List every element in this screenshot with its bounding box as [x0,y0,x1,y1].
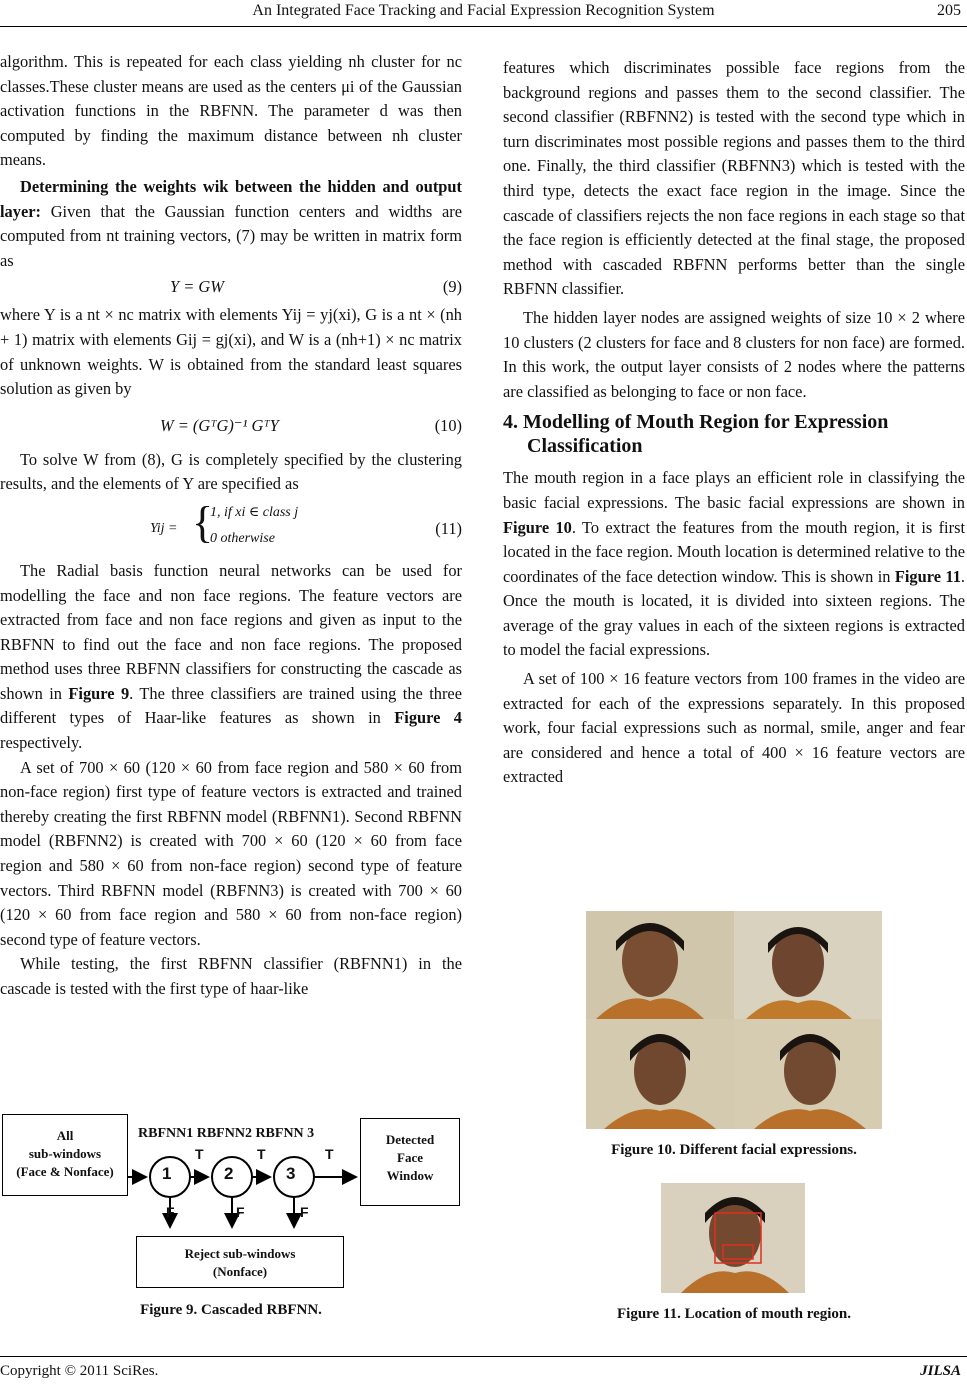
expression-photos [586,911,882,1129]
equation-case-2: 0 otherwise [210,530,275,546]
figure-10 [586,911,882,1129]
false-label: F [166,1204,175,1220]
running-header [0,2,967,24]
true-label: T [195,1146,204,1162]
figure-11 [661,1183,805,1293]
detected-face-box [360,1118,460,1206]
brace-glyph: { [192,497,214,547]
equation-body: Y = GW [170,277,224,297]
paragraph [0,175,462,273]
equation-number: (9) [442,277,462,297]
node-label-1: 1 [162,1164,172,1183]
figure-reference[interactable]: Figure 4 [394,708,462,728]
paragraph: The hidden layer nodes are assigned weights of size 10 × 2 where 10 clusters (2 clusters for face and 8 clusters for non face) are formed. In this work, the output layer consists of 2 nodes where the patterns are classified as belonging to face or non face. [503,307,965,401]
box-label: Window [386,1168,434,1183]
paragraph-text: Given that the Gaussian function centers and widths are computed from nt training vectors, (7) may be written in matrix form as [0,201,462,270]
equation-number: (11) [435,518,462,538]
mouth-location-photo [661,1183,805,1293]
figure-9-caption: Figure 9. Cascaded RBFNN. [140,1302,322,1318]
paragraph-text: . To extract the features from the mouth region, it is first located in the face region. Mouth location is determined relative to the coordinates of the face detection window. This is shown in [503,517,965,586]
paragraph: A set of 100 × 16 feature vectors from 100 frames in the video are extracted for each of the expressions separately. In this proposed work, four facial expressions such as normal, smile, anger and fear are considered and hence a total of 400 × 16 feature vectors are extracted [503,669,965,787]
paragraph-text: The mouth region in a face plays an efficient role in classifying the basic facial expressions. The basic facial expressions are shown in [503,468,965,512]
photo-anger [586,1019,734,1129]
equation-body: W = (GᵀG)⁻¹ GᵀY [160,415,279,435]
paragraph: A set of 700 × 60 (120 × 60 from face region and 580 × 60 from non-face region) first type of feature vectors is extracted and trained thereby creating the first RBFNN model (RBFNN1). Second RBFNN model (RBFNN2) is created with 700 × 60 (120 × 60 from face region and 580 × 60 from non-face region) second type of feature vectors. Third RBFNN model (RBFNN3) is created with 700 × 60 (120 × 60 from face region and 580 × 60 from non-face region) second type of feature vectors. [0,757,462,949]
paragraph-text: . Once the mouth is located, it is divided into sixteen regions. The average of the gray values in each of the sixteen regions is extracted to model the facial expressions. [503,566,965,660]
figure-reference[interactable]: Figure 11 [894,566,961,586]
equation-number: (10) [434,415,462,435]
journal-name: JILSA [920,1363,961,1379]
node-label-2: 2 [224,1164,234,1183]
reject-subwindows-box [136,1236,344,1288]
false-label: F [236,1204,245,1220]
equation-case-1: 1, if xi ∈ class j [210,504,299,520]
box-label: (Nonface) [212,1264,268,1279]
header-rule [0,26,967,27]
figure-11-caption: Figure 11. Location of mouth region. [616,1306,852,1322]
photo-normal [586,911,734,1019]
false-label: F [300,1204,309,1220]
paragraph: While testing, the first RBFNN classifier (RBFNN1) in the cascade is tested with the first type of haar-like [0,954,462,998]
page-number: 205 [937,2,961,19]
right-column [503,56,965,790]
equation-11 [0,497,462,559]
paragraph-text: respectively. [0,733,83,753]
true-label: T [325,1146,334,1162]
equation-9 [0,273,462,303]
all-subwindows-box [2,1114,128,1196]
box-label: Face [397,1150,423,1165]
paragraph: features which discriminates possible face regions from the background regions and passes them to the second classifier. The second classifier (RBFNN2) is tested with the second type which in turn discriminates most possible regions and passes them to the third one. Finally, the third classifier (RBFNN3) which is tested with the third type, detects the exact face region in the image. Since the cascade of classifiers rejects the non face regions in each stage so that the face region is efficiently detected at the final stage, the proposed method with cascaded RBFNN performs better than the single RBFNN classifier. [503,58,965,299]
box-label: sub-windows [28,1146,102,1161]
figure-reference[interactable]: Figure 9 [68,683,130,703]
copyright: Copyright © 2011 SciRes. [0,1363,159,1379]
figure-reference[interactable]: Figure 10 [503,517,572,537]
section-heading-line: 4. Modelling of Mouth Region for Expression [503,411,889,434]
running-title: An Integrated Face Tracking and Facial Expression Recognition System [252,2,715,19]
box-label: Detected [385,1132,435,1147]
true-label: T [257,1146,266,1162]
section-heading-line: Classification [527,435,643,458]
paragraph-text: The Radial basis function neural networks can be used for modelling the face and non face regions. The feature vectors are extracted from face and non face regions and given as input to the RBFNN to find out the face and non face regions. The proposed method uses three RBFNN classifiers for constructing the cascade as shown in [0,560,462,703]
footer-rule [0,1356,967,1357]
paragraph: where Y is a nt × nc matrix with elements Yij = yj(xi), G is a nt × (nh + 1) matrix with elements Gij = gj(xi), and W is a (nh+1) × nc matrix of unknown weights. W is obtained from the standard least squares solution as given by [0,305,462,399]
paragraph [503,466,965,663]
left-column [0,50,462,1002]
paragraph: algorithm. This is repeated for each class yielding nh cluster for nc classes.These cluster means are used as the centers μi of the Gaussian activation functions in the RBFNN. The parameter d was then computed by finding the maximum distance between nh cluster means. [0,52,462,170]
section-heading [503,410,965,458]
box-label: (Face & Nonface) [16,1164,114,1179]
run-in-heading: Determining the weights wik between the hidden and output layer: [0,176,462,221]
photo-smile [734,911,882,1019]
classifier-labels: RBFNN1 RBFNN2 RBFNN 3 [138,1126,315,1141]
figure-9 [0,1108,470,1318]
box-label: All [56,1128,74,1143]
paragraph [0,559,462,756]
node-label-3: 3 [286,1164,296,1183]
paragraph-text: . The three classifiers are trained using the three different types of Haar-like features as shown in [0,683,462,728]
equation-lhs: Yij = [150,520,178,536]
photo-fear [734,1019,882,1129]
figure-10-caption: Figure 10. Different facial expressions. [611,1142,857,1158]
equation-10 [0,402,462,448]
paragraph: To solve W from (8), G is completely specified by the clustering results, and the elements of Y are specified as [0,449,462,494]
box-label: Reject sub-windows [184,1246,296,1261]
